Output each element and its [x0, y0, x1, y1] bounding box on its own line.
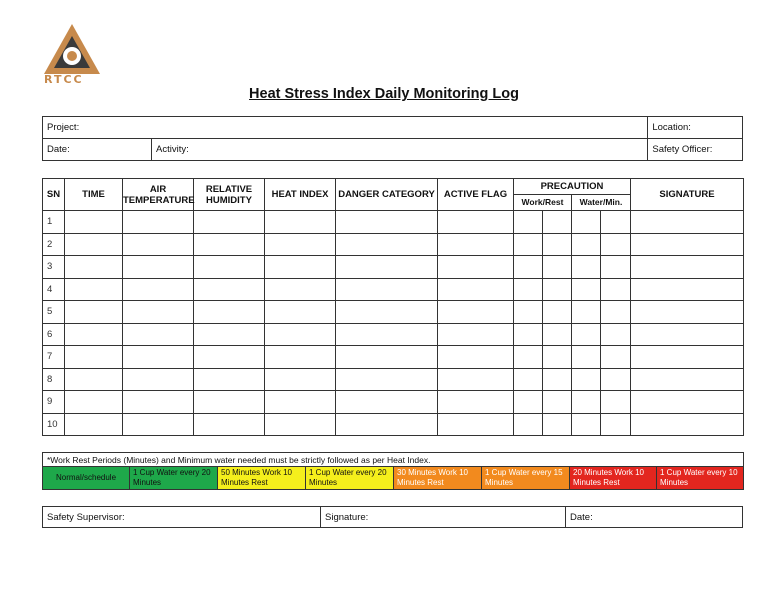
- cell-min[interactable]: [601, 256, 631, 279]
- cell-sn: 3: [43, 256, 65, 279]
- cell-air-temperature[interactable]: [123, 278, 194, 301]
- cell-active-flag[interactable]: [438, 256, 514, 279]
- cell-danger-category[interactable]: [336, 233, 438, 256]
- cell-time[interactable]: [65, 301, 123, 324]
- cell-water[interactable]: [572, 368, 601, 391]
- col-water-min: Water/Min.: [572, 195, 631, 211]
- col-active-flag: ACTIVE FLAG: [438, 179, 514, 211]
- cell-heat-index[interactable]: [265, 301, 336, 324]
- cell-danger-category[interactable]: [336, 211, 438, 234]
- cell-signature[interactable]: [631, 368, 744, 391]
- cell-work[interactable]: [514, 233, 543, 256]
- cell-danger-category[interactable]: [336, 346, 438, 369]
- cell-active-flag[interactable]: [438, 278, 514, 301]
- cell-min[interactable]: [601, 233, 631, 256]
- cell-signature[interactable]: [631, 346, 744, 369]
- col-air-temperature: AIR TEMPERATURE: [123, 179, 194, 211]
- cell-danger-category[interactable]: [336, 256, 438, 279]
- cell-heat-index[interactable]: [265, 323, 336, 346]
- cell-air-temperature[interactable]: [123, 391, 194, 414]
- cell-time[interactable]: [65, 391, 123, 414]
- cell-relative-humidity[interactable]: [194, 346, 265, 369]
- cell-sn: 7: [43, 346, 65, 369]
- cell-time[interactable]: [65, 346, 123, 369]
- cell-danger-category[interactable]: [336, 301, 438, 324]
- cell-heat-index[interactable]: [265, 413, 336, 436]
- logo-text: RTCC: [44, 73, 84, 86]
- cell-water[interactable]: [572, 346, 601, 369]
- cell-work[interactable]: [514, 301, 543, 324]
- cell-signature[interactable]: [631, 301, 744, 324]
- cell-relative-humidity[interactable]: [194, 278, 265, 301]
- cell-time[interactable]: [65, 368, 123, 391]
- cell-work[interactable]: [514, 346, 543, 369]
- col-time: TIME: [65, 179, 123, 211]
- legend-cell: 1 Cup Water every 20 Minutes: [306, 467, 394, 490]
- cell-min[interactable]: [601, 301, 631, 324]
- table-row: [43, 346, 744, 369]
- cell-heat-index[interactable]: [265, 391, 336, 414]
- cell-time[interactable]: [65, 256, 123, 279]
- footer-date-field[interactable]: Date:: [566, 507, 743, 528]
- cell-signature[interactable]: [631, 211, 744, 234]
- cell-relative-humidity[interactable]: [194, 391, 265, 414]
- table-row: [43, 368, 744, 391]
- cell-sn: 9: [43, 391, 65, 414]
- cell-air-temperature[interactable]: [123, 368, 194, 391]
- cell-active-flag[interactable]: [438, 323, 514, 346]
- cell-rest[interactable]: [543, 278, 572, 301]
- project-field[interactable]: Project:: [43, 117, 648, 139]
- table-row: [43, 278, 744, 301]
- cell-water[interactable]: [572, 301, 601, 324]
- cell-work[interactable]: [514, 211, 543, 234]
- cell-danger-category[interactable]: [336, 323, 438, 346]
- cell-danger-category[interactable]: [336, 278, 438, 301]
- cell-min[interactable]: [601, 211, 631, 234]
- cell-min[interactable]: [601, 323, 631, 346]
- monitoring-log-table: [42, 178, 744, 436]
- cell-danger-category[interactable]: [336, 413, 438, 436]
- cell-sn: 6: [43, 323, 65, 346]
- cell-water[interactable]: [572, 211, 601, 234]
- cell-relative-humidity[interactable]: [194, 323, 265, 346]
- cell-sn: 8: [43, 368, 65, 391]
- cell-heat-index[interactable]: [265, 278, 336, 301]
- cell-active-flag[interactable]: [438, 233, 514, 256]
- cell-rest[interactable]: [543, 301, 572, 324]
- col-signature: SIGNATURE: [631, 179, 744, 211]
- table-row: [43, 391, 744, 414]
- cell-rest[interactable]: [543, 233, 572, 256]
- table-row: [43, 211, 744, 234]
- cell-relative-humidity[interactable]: [194, 256, 265, 279]
- cell-air-temperature[interactable]: [123, 346, 194, 369]
- cell-air-temperature[interactable]: [123, 211, 194, 234]
- cell-sn: 5: [43, 301, 65, 324]
- cell-sn: 1: [43, 211, 65, 234]
- cell-active-flag[interactable]: [438, 368, 514, 391]
- cell-water[interactable]: [572, 233, 601, 256]
- legend-cell: Normal/schedule: [43, 467, 130, 490]
- cell-heat-index[interactable]: [265, 256, 336, 279]
- cell-relative-humidity[interactable]: [194, 301, 265, 324]
- legend-cell: 30 Minutes Work 10 Minutes Rest: [394, 467, 482, 490]
- cell-work[interactable]: [514, 323, 543, 346]
- cell-signature[interactable]: [631, 233, 744, 256]
- table-row: [43, 323, 744, 346]
- col-heat-index: HEAT INDEX: [265, 179, 336, 211]
- cell-air-temperature[interactable]: [123, 233, 194, 256]
- cell-rest[interactable]: [543, 346, 572, 369]
- cell-min[interactable]: [601, 413, 631, 436]
- table-row: [43, 413, 744, 436]
- cell-active-flag[interactable]: [438, 346, 514, 369]
- cell-heat-index[interactable]: [265, 233, 336, 256]
- cell-min[interactable]: [601, 368, 631, 391]
- col-relative-humidity: RELATIVE HUMIDITY: [194, 179, 265, 211]
- table-row: [43, 256, 744, 279]
- cell-air-temperature[interactable]: [123, 413, 194, 436]
- footer-table: [42, 506, 743, 528]
- cell-heat-index[interactable]: [265, 211, 336, 234]
- cell-work[interactable]: [514, 256, 543, 279]
- cell-heat-index[interactable]: [265, 346, 336, 369]
- cell-time[interactable]: [65, 211, 123, 234]
- table-row: [43, 233, 744, 256]
- cell-active-flag[interactable]: [438, 301, 514, 324]
- cell-water[interactable]: [572, 323, 601, 346]
- cell-danger-category[interactable]: [336, 368, 438, 391]
- col-precaution: PRECAUTION: [514, 179, 631, 195]
- legend-cell: 20 Minutes Work 10 Minutes Rest: [570, 467, 657, 490]
- cell-work[interactable]: [514, 278, 543, 301]
- cell-time[interactable]: [65, 278, 123, 301]
- cell-min[interactable]: [601, 391, 631, 414]
- cell-relative-humidity[interactable]: [194, 211, 265, 234]
- cell-time[interactable]: [65, 233, 123, 256]
- safety-officer-field[interactable]: Safety Officer:: [648, 139, 743, 161]
- cell-active-flag[interactable]: [438, 211, 514, 234]
- cell-sn: 10: [43, 413, 65, 436]
- legend-cell: 1 Cup Water every 10 Minutes: [657, 467, 744, 490]
- cell-min[interactable]: [601, 346, 631, 369]
- col-work-rest: Work/Rest: [514, 195, 572, 211]
- cell-water[interactable]: [572, 391, 601, 414]
- cell-signature[interactable]: [631, 323, 744, 346]
- cell-work[interactable]: [514, 391, 543, 414]
- cell-rest[interactable]: [543, 391, 572, 414]
- cell-time[interactable]: [65, 323, 123, 346]
- cell-water[interactable]: [572, 278, 601, 301]
- legend-cell: 1 Cup Water every 20 Minutes: [130, 467, 218, 490]
- col-danger-category: DANGER CATEGORY: [336, 179, 438, 211]
- cell-heat-index[interactable]: [265, 368, 336, 391]
- cell-rest[interactable]: [543, 368, 572, 391]
- cell-water[interactable]: [572, 256, 601, 279]
- cell-water[interactable]: [572, 413, 601, 436]
- cell-work[interactable]: [514, 368, 543, 391]
- cell-relative-humidity[interactable]: [194, 233, 265, 256]
- cell-sn: 4: [43, 278, 65, 301]
- cell-air-temperature[interactable]: [123, 301, 194, 324]
- legend-cell: 1 Cup Water every 15 Minutes: [482, 467, 570, 490]
- precaution-legend-table: [42, 452, 744, 490]
- page-title: Heat Stress Index Daily Monitoring Log: [249, 86, 519, 102]
- activity-field[interactable]: Activity:: [152, 139, 648, 161]
- signature-field[interactable]: Signature:: [321, 507, 566, 528]
- header-info-table: [42, 116, 743, 161]
- cell-signature[interactable]: [631, 278, 744, 301]
- date-field[interactable]: Date:: [43, 139, 152, 161]
- table-row: [43, 301, 744, 324]
- cell-min[interactable]: [601, 278, 631, 301]
- work-rest-note: *Work Rest Periods (Minutes) and Minimum water needed must be strictly followed as per Heat Index.: [43, 453, 744, 467]
- cell-signature[interactable]: [631, 413, 744, 436]
- safety-supervisor-field[interactable]: Safety Supervisor:: [43, 507, 321, 528]
- cell-air-temperature[interactable]: [123, 256, 194, 279]
- cell-rest[interactable]: [543, 413, 572, 436]
- cell-rest[interactable]: [543, 323, 572, 346]
- cell-signature[interactable]: [631, 256, 744, 279]
- cell-active-flag[interactable]: [438, 391, 514, 414]
- cell-rest[interactable]: [543, 256, 572, 279]
- cell-air-temperature[interactable]: [123, 323, 194, 346]
- cell-relative-humidity[interactable]: [194, 413, 265, 436]
- cell-work[interactable]: [514, 413, 543, 436]
- cell-danger-category[interactable]: [336, 391, 438, 414]
- cell-time[interactable]: [65, 413, 123, 436]
- cell-active-flag[interactable]: [438, 413, 514, 436]
- legend-cell: 50 Minutes Work 10 Minutes Rest: [218, 467, 306, 490]
- cell-relative-humidity[interactable]: [194, 368, 265, 391]
- col-sn: SN: [43, 179, 65, 211]
- cell-signature[interactable]: [631, 391, 744, 414]
- cell-rest[interactable]: [543, 211, 572, 234]
- cell-sn: 2: [43, 233, 65, 256]
- location-field[interactable]: Location:: [648, 117, 743, 139]
